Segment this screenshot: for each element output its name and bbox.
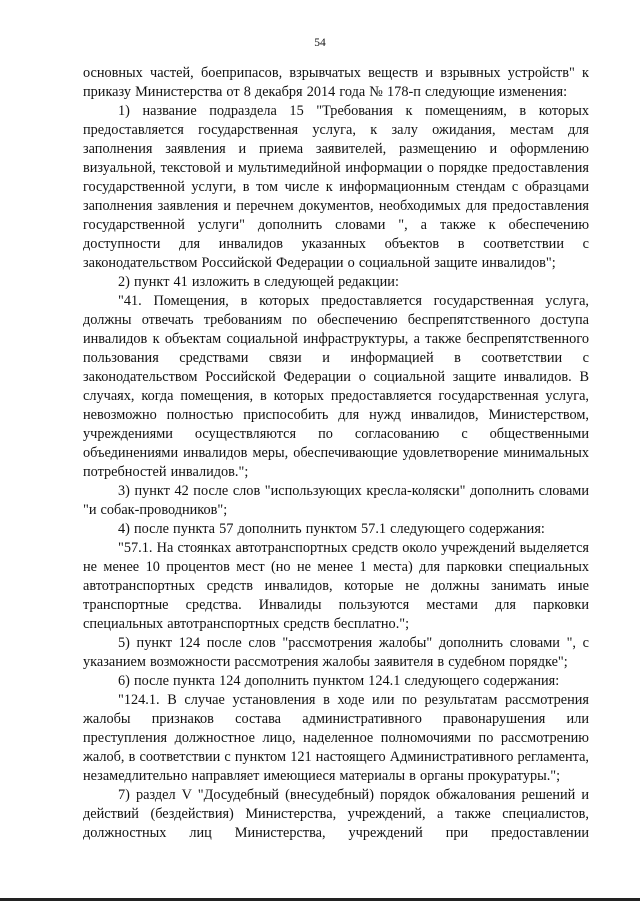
paragraph: 4) после пункта 57 дополнить пунктом 57.1 следующего содержания: <box>118 521 545 537</box>
paragraph: 3) пункт 42 после слов "использующих кресла-коляски" дополнить словами "и собак-проводников"; <box>83 483 589 518</box>
paragraph: 1) название подраздела 15 "Требования к помещениям, в которых предоставляется государственная услуга, к залу ожидания, местам для заполнения заявления и приема заявителей, размещению и оформлению визуальной, текстовой и мультимедийной информации о порядке предоставления государственной услуги, в том числе к информационным стендам с образцами заполнения заявления и перечнем документов, необходимых для предоставления государственной услуги" дополнить словами ", а также к обеспечению доступности для инвалидов указанных объектов в соответствии с законодательством Российской Федерации о социальной защите инвалидов"; <box>83 103 589 271</box>
paragraph: "124.1. В случае установления в ходе или по результатам рассмотрения жалобы признаков состава административного правонарушения или преступления должностное лицо, наделенное полномочиями по рассмотрению жалоб, в соответствии с пунктом 121 настоящего Административного регламента, незамедлительно направляет имеющиеся материалы в органы прокуратуры."; <box>83 692 589 784</box>
page-number: 54 <box>314 37 326 49</box>
paragraph: 7) раздел V "Досудебный (внесудебный) порядок обжалования решений и действий (бездействия) Министерства, учреждений, а также специалистов, должностных лиц Министерства, учреждений при предоставлении <box>83 787 589 841</box>
paragraph: 5) пункт 124 после слов "рассмотрения жалобы" дополнить словами ", с указанием возможности рассмотрения жалобы заявителя в судебном порядке"; <box>83 635 589 670</box>
paragraph: 6) после пункта 124 дополнить пунктом 124.1 следующего содержания: <box>118 673 560 689</box>
page-bottom-edge <box>0 898 640 901</box>
paragraph: "41. Помещения, в которых предоставляется государственная услуга, должны отвечать требованиям по обеспечению беспрепятственного доступа инвалидов к объектам социальной инфраструктуры, а также беспрепятственного пользования средствами связи и информацией в соответствии с законодательством Российской Федерации о социальной защите инвалидов. В случаях, когда помещения, в которых предоставляется государственная услуга, невозможно полностью приспособить для нужд инвалидов, Министерством, учреждениями осуществляются по согласованию с общественными объединениями инвалидов меры, обеспечивающие удовлетворение минимальных потребностей инвалидов."; <box>83 293 589 480</box>
document-body <box>83 64 589 843</box>
paragraph: 2) пункт 41 изложить в следующей редакции: <box>118 274 399 290</box>
paragraph: основных частей, боеприпасов, взрывчатых веществ и взрывных устройств" к приказу Министерства от 8 декабря 2014 года № 178-п следующие изменения: <box>83 65 589 100</box>
paragraph: "57.1. На стоянках автотранспортных средств около учреждений выделяется не менее 10 процентов мест (но не менее 1 места) для парковки специальных автотранспортных средств инвалидов, которые не должны занимать иные транспортные средства. Инвалиды пользуются местами для парковки специальных автотранспортных средств бесплатно."; <box>83 540 589 632</box>
